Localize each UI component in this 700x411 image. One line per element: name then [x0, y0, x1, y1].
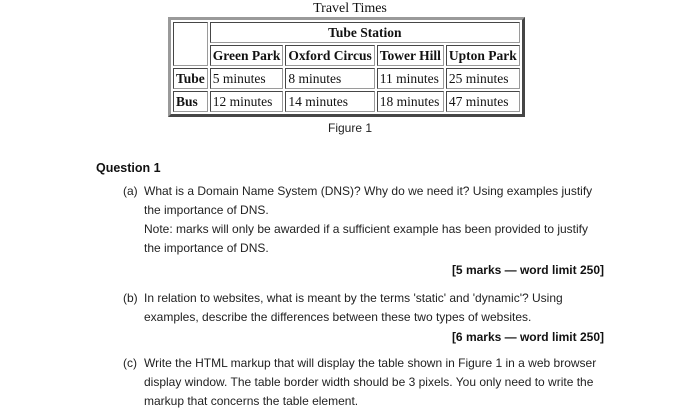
question-part-a [123, 182, 608, 258]
part-letter: (b) [123, 291, 138, 305]
row-header-tube: Tube [173, 68, 208, 89]
question-heading: Question 1 [96, 161, 161, 175]
question-part-c [123, 354, 608, 411]
figure-label: Figure 1 [327, 121, 373, 135]
empty-corner-cell [173, 22, 208, 66]
marks-label-a: [5 marks — word limit 250] [451, 263, 604, 277]
column-header-oxford-circus: Oxford Circus [285, 45, 374, 66]
question-part-b [123, 289, 608, 327]
table-row [173, 68, 520, 89]
part-letter: (a) [123, 184, 138, 198]
column-header-green-park: Green Park [210, 45, 284, 66]
group-header-cell: Tube Station [210, 22, 520, 43]
table-cell: 8 minutes [285, 68, 374, 89]
table-cell: 25 minutes [446, 68, 520, 89]
part-text: What is a Domain Name System (DNS)? Why do we need it? Using examples justify the importance of DNS. [144, 184, 593, 217]
table-cell: 5 minutes [210, 68, 284, 89]
table-row [173, 91, 520, 112]
table-cell: 14 minutes [285, 91, 374, 112]
part-text: Write the HTML markup that will display the table shown in Figure 1 in a web browser display window. The table border width should be 3 pixels. You only need to write the markup that concerns the table element. [144, 356, 597, 408]
table-row [173, 45, 520, 66]
table-cell: 18 minutes [377, 91, 444, 112]
part-text: In relation to websites, what is meant by the terms 'static' and 'dynamic'? Using examples, describe the differences between these two types of websites. [144, 291, 563, 324]
column-header-tower-hill: Tower Hill [377, 45, 444, 66]
column-header-upton-park: Upton Park [446, 45, 520, 66]
part-note: Note: marks will only be awarded if a sufficient example has been provided to justify the importance of DNS. [144, 222, 589, 255]
table-row [173, 22, 520, 43]
travel-times-table [168, 17, 525, 117]
table-cell: 11 minutes [377, 68, 444, 89]
table-cell: 47 minutes [446, 91, 520, 112]
part-letter: (c) [123, 356, 137, 370]
row-header-bus: Bus [173, 91, 208, 112]
marks-label-b: [6 marks — word limit 250] [451, 330, 604, 344]
table-caption: Travel Times [313, 1, 387, 16]
table-cell: 12 minutes [210, 91, 284, 112]
